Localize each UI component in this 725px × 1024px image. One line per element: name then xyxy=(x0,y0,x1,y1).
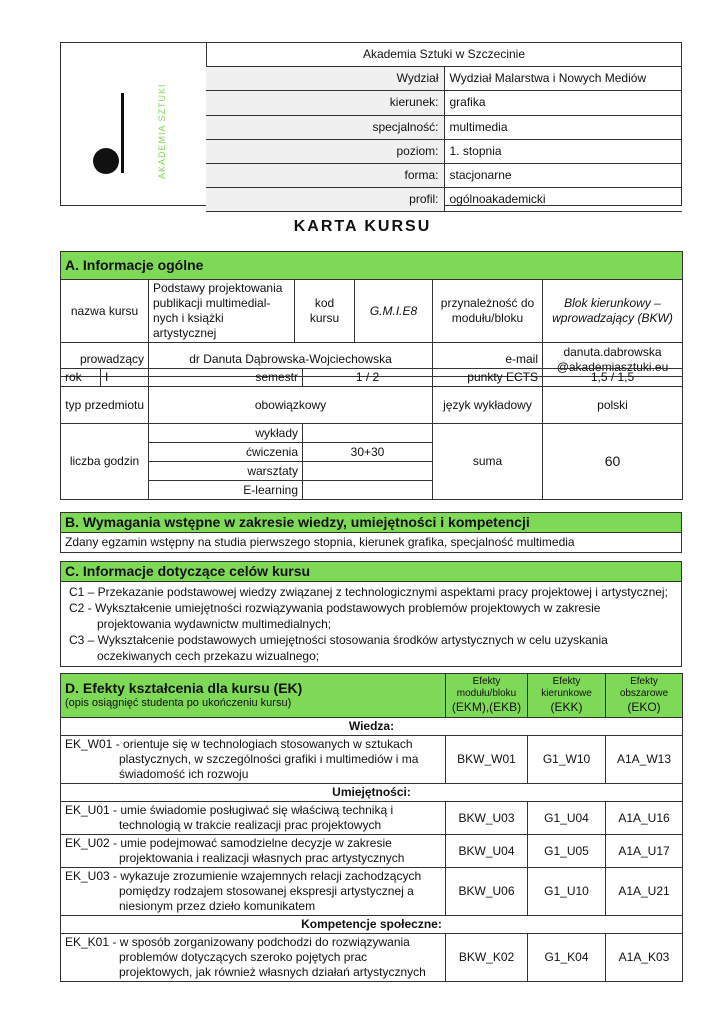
col-ekm-header xyxy=(446,674,528,718)
ekm-code: BKW_K02 xyxy=(446,934,528,982)
goal-item: C3 – Wykształcenie podstawowych umiejętności stosowania środków artystycznych w celu uzyskania oczekiwanych cech przekazu wizualnego; xyxy=(69,633,608,663)
ekk-code: G1_U04 xyxy=(528,802,606,835)
godziny-type: wykłady xyxy=(149,424,303,443)
jezyk-label: język wykładowy xyxy=(433,387,543,424)
semestr-value: 1 / 2 xyxy=(303,369,433,387)
semestr-label: semestr xyxy=(149,369,303,387)
prowadzacy-value: dr Danuta Dąbrowska-Wojciechowska xyxy=(149,343,433,377)
section-a-table-3 xyxy=(60,386,683,500)
logo xyxy=(61,43,207,205)
col-ekk-code: (EKK) xyxy=(550,700,583,714)
eko-code: A1A_U16 xyxy=(606,802,683,835)
goal-item: C1 – Przekazanie podstawowej wiedzy związanej z technologicznymi aspektami pracy projektowej i artystycznej; xyxy=(69,585,668,599)
section-a-table-2 xyxy=(60,368,683,387)
typ-przedmiotu-label: typ przedmiotu xyxy=(61,387,149,424)
col-eko-label: Efekty obszarowe xyxy=(619,676,669,699)
godziny-value xyxy=(303,424,433,443)
col-ekk-label: Efekty kierunkowe xyxy=(541,676,592,699)
logo-text: AKADEMIA SZTUKI xyxy=(157,83,167,179)
col-eko-header xyxy=(606,674,683,718)
eko-code: A1A_U21 xyxy=(606,868,683,916)
ekk-code: G1_U10 xyxy=(528,868,606,916)
section-b-table xyxy=(60,512,682,553)
header-label: kierunek: xyxy=(206,91,444,115)
godziny-value xyxy=(303,462,433,481)
liczba-godzin-label: liczba godzin xyxy=(61,424,149,500)
section-d-table xyxy=(60,673,683,982)
przynaleznosc-label: przynależność do modułu/bloku xyxy=(433,280,543,343)
section-a-table xyxy=(60,251,683,377)
email-value: danuta.dabrowska @akademiasztuki.eu xyxy=(543,343,683,377)
col-ekm-code: (EKM),(EKB) xyxy=(451,700,522,714)
typ-przedmiotu-value: obowiązkowy xyxy=(149,387,433,424)
godziny-value xyxy=(303,481,433,500)
header-value: grafika xyxy=(444,91,682,115)
section-c-goals xyxy=(61,582,682,667)
suma-value: 60 xyxy=(543,424,683,500)
goal-item: C2 - Wykształcenie umiejętności rozwiązywania podstawowych problemów projektowych w zakresie projektowania wydawnictw multimedialnych; xyxy=(69,601,601,631)
header-label: specjalność: xyxy=(206,115,444,139)
section-d-subtitle: (opis osiągnięć studenta po ukończeniu kursu) xyxy=(65,696,292,709)
kod-kursu-value: G.M.I.E8 xyxy=(355,280,433,343)
rok-value: I xyxy=(101,369,149,387)
suma-label: suma xyxy=(433,424,543,500)
section-c-table xyxy=(60,561,682,667)
section-d-header xyxy=(61,674,446,718)
group-heading: Umiejętności: xyxy=(61,784,683,802)
col-eko-code: (EKO) xyxy=(627,700,661,714)
page-title: KARTA KURSU xyxy=(293,218,432,235)
ekk-code: G1_U05 xyxy=(528,835,606,868)
ek-description: EK_U03 - wykazuje zrozumienie wzajemnych relacji zachodzących pomiędzy rodzajem stosowanej ekspresji artystycznej a niesionym przez dzieło komunikatem xyxy=(61,868,446,916)
nazwa-kursu-label: nazwa kursu xyxy=(61,280,149,343)
institution-name: Akademia Sztuki w Szczecinie xyxy=(206,43,682,67)
section-d-title: D. Efekty kształcenia dla kursu (EK) xyxy=(65,679,303,696)
ekm-code: BKW_W01 xyxy=(446,736,528,784)
rok-label: rok xyxy=(61,369,101,387)
prowadzacy-label: prowadzący xyxy=(61,343,149,377)
nazwa-kursu-value: Podstawy projektowania publikacji multimedial-nych i książki artystycznej xyxy=(149,280,295,343)
ekm-code: BKW_U06 xyxy=(446,868,528,916)
group-heading: Kompetencje społeczne: xyxy=(61,916,683,934)
header-value: multimedia xyxy=(444,115,682,139)
header-box xyxy=(60,42,682,206)
section-b-title: B. Wymagania wstępne w zakresie wiedzy, umiejętności i kompetencji xyxy=(61,513,682,533)
header-label: profil: xyxy=(206,188,444,212)
ekk-code: G1_K04 xyxy=(528,934,606,982)
section-b-text: Zdany egzamin wstępny na studia pierwszego stopnia, kierunek grafika, specjalność multimedia xyxy=(61,533,682,553)
ekk-code: G1_W10 xyxy=(528,736,606,784)
section-a-title: A. Informacje ogólne xyxy=(61,252,683,280)
header-label: Wydział xyxy=(206,67,444,91)
ects-label: punkty ECTS xyxy=(433,369,543,387)
godziny-value: 30+30 xyxy=(303,443,433,462)
ek-description: EK_K01 - w sposób zorganizowany podchodzi do rozwiązywania problemów dotyczących szeroko pojętych prac projektowych, jak również własnych działań artystycznych xyxy=(61,934,446,982)
godziny-type: E-learning xyxy=(149,481,303,500)
col-ekm-label: Efekty modułu/bloku xyxy=(456,676,517,699)
ek-description: EK_W01 - orientuje się w technologiach stosowanych w sztukach plastycznych, w szczególności grafiki i multimediów i ma świadomość ich rozwoju xyxy=(61,736,446,784)
header-value: stacjonarne xyxy=(444,163,682,187)
header-value: Wydział Malarstwa i Nowych Mediów xyxy=(444,67,682,91)
section-c-title: C. Informacje dotyczące celów kursu xyxy=(61,562,682,582)
ek-description: EK_U02 - umie podejmować samodzielne decyzje w zakresie projektowania i realizacji własnych prac artystycznych xyxy=(61,835,446,868)
header-value: 1. stopnia xyxy=(444,139,682,163)
ek-description: EK_U01 - umie świadomie posługiwać się właściwą techniką i technologią w trakcie realizacji prac projektowych xyxy=(61,802,446,835)
email-label: e-mail xyxy=(433,343,543,377)
col-ekk-header xyxy=(528,674,606,718)
header-label: forma: xyxy=(206,163,444,187)
jezyk-value: polski xyxy=(543,387,683,424)
eko-code: A1A_U17 xyxy=(606,835,683,868)
header-label: poziom: xyxy=(206,139,444,163)
eko-code: A1A_W13 xyxy=(606,736,683,784)
eko-code: A1A_K03 xyxy=(606,934,683,982)
ekm-code: BKW_U03 xyxy=(446,802,528,835)
header-table xyxy=(206,43,682,212)
akademia-logo-icon xyxy=(61,43,206,205)
header-value: ogólnoakademicki xyxy=(444,188,682,212)
kod-kursu-label: kod kursu xyxy=(295,280,355,343)
godziny-type: warsztaty xyxy=(149,462,303,481)
przynaleznosc-value: Blok kierunkowy – wprowadzający (BKW) xyxy=(543,280,683,343)
godziny-type: ćwiczenia xyxy=(149,443,303,462)
group-heading: Wiedza: xyxy=(61,718,683,736)
ekm-code: BKW_U04 xyxy=(446,835,528,868)
ects-value: 1,5 / 1,5 xyxy=(543,369,683,387)
